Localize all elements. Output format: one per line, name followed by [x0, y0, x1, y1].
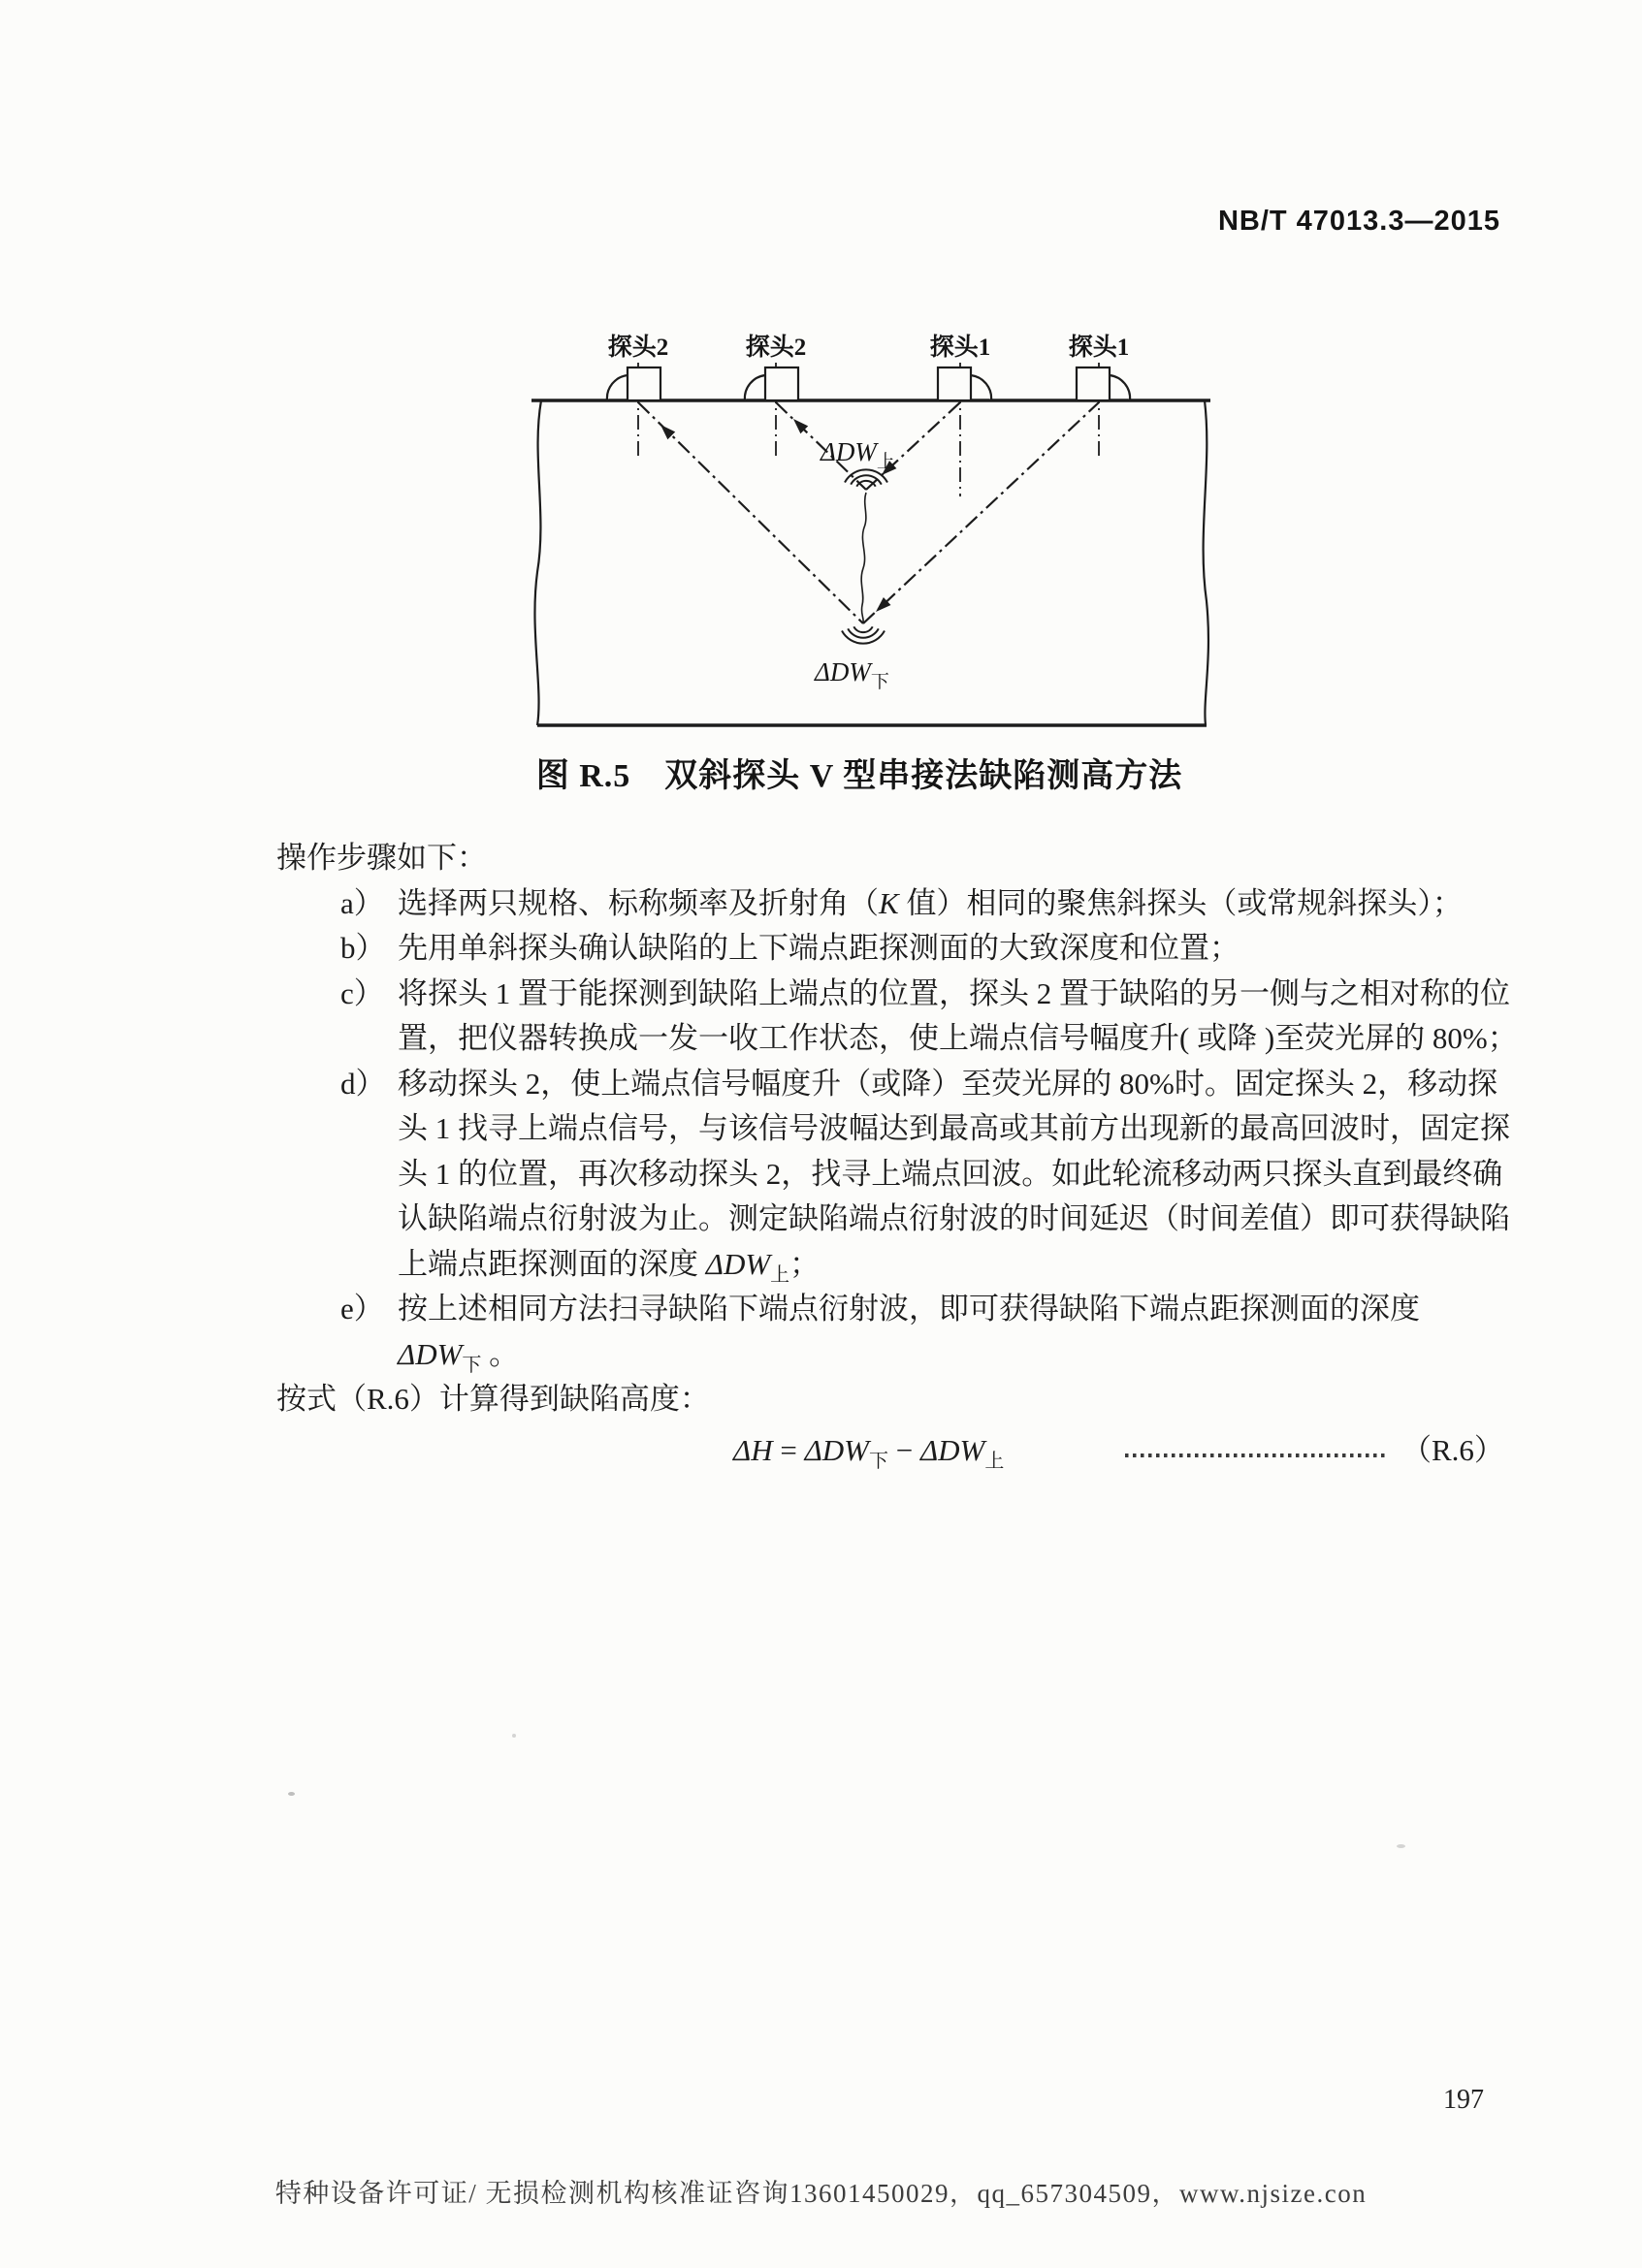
outer-beam-left	[638, 402, 863, 623]
v-path-defect-height-diagram	[524, 310, 1222, 776]
item-text: 认缺陷端点衍射波为止。测定缺陷端点衍射波的时间延迟（时间差值）即可获得缺陷	[398, 1201, 1510, 1235]
formula-r6-row	[276, 1428, 1504, 1474]
item-label: a）	[340, 885, 384, 920]
probe-2-outer	[607, 367, 660, 400]
item-text: 按上述相同方法扫寻缺陷下端点衍射波，即可获得缺陷下端点距探测面的深度	[398, 1292, 1420, 1326]
procedure-line	[276, 926, 1497, 972]
formula-dotted-leader	[1125, 1453, 1387, 1457]
procedure-line	[276, 972, 1510, 1017]
scan-speck	[1397, 1844, 1405, 1848]
item-text: 头 1 的位置，再次移动探头 2，找寻上端点回波。如此轮流移动两只探头直到最终确	[398, 1156, 1503, 1191]
inner-beam-right	[866, 402, 960, 490]
outer-beam-right	[863, 402, 1099, 623]
procedure-line	[276, 1106, 1510, 1152]
procedure-line	[276, 1152, 1503, 1198]
formula-number: （R.6）	[1401, 1432, 1504, 1467]
item-text: 将探头 1 置于能探测到缺陷上端点的位置，探头 2 置于缺陷的另一侧与之相对称的位	[398, 975, 1510, 1010]
item-label: b）	[340, 931, 386, 965]
item-text: 选择两只规格、标称频率及折射角（K 值）相同的聚焦斜探头（或常规斜探头）；	[398, 885, 1463, 920]
probe-label-3: 探头1	[929, 335, 991, 361]
item-text: 头 1 找寻上端点信号，与该信号波幅达到最高或其前方出现新的最高回波时，固定探	[398, 1111, 1510, 1145]
standard-number-header: NB/T 47013.3—2015	[1217, 206, 1500, 237]
procedure-line	[276, 1287, 1497, 1332]
procedure-closing: 按式（R.6）计算得到缺陷高度：	[276, 1382, 710, 1416]
procedure-line	[276, 1062, 1497, 1107]
probes	[607, 367, 1130, 400]
scan-speck	[512, 1734, 516, 1738]
formula-expression: $\Delta H = \Delta DW_下 - \Delta DW_上$	[733, 1432, 1005, 1472]
item-text: 先用单斜探头确认缺陷的上下端点距探测面的大致深度和位置；	[398, 931, 1240, 965]
item-text: 置，把仪器转换成一发一收工作状态，使上端点信号幅度升( 或降 )至荧光屏的 80%；	[398, 1021, 1518, 1055]
lower-tip-arcs	[842, 626, 885, 643]
item-label: c）	[340, 975, 384, 1010]
probe-1-outer	[1077, 367, 1130, 400]
scan-speck	[288, 1792, 295, 1796]
item-label: e）	[340, 1292, 384, 1326]
lower-depth-label: $\Delta DW_下$	[815, 657, 889, 692]
block-right-edge	[1204, 400, 1208, 725]
probe-label-1: 探头2	[607, 335, 669, 361]
procedure-line	[276, 881, 1497, 927]
probe-label-2: 探头2	[745, 335, 807, 361]
figure-r5	[524, 310, 1222, 776]
probe-label-4: 探头1	[1068, 335, 1130, 361]
ultrasonic-beams	[638, 402, 1099, 623]
item-label: d）	[340, 1066, 386, 1101]
footer-contact-line: 特种设备许可证/ 无损检测机构核准证咨询13601450029，qq_657304509，www.njsize.con	[274, 2179, 1368, 2208]
probe-1-inner	[938, 367, 991, 400]
item-text: 上端点距探测面的深度 $\Delta DW_上$；	[398, 1246, 821, 1286]
procedure-line	[276, 1197, 1510, 1242]
figure-caption: 图 R.5 双斜探头 V 型串接法缺陷测高方法	[535, 758, 1183, 794]
procedure-line	[276, 1242, 1497, 1288]
page-number: 197	[1443, 2085, 1484, 2115]
procedure-line	[276, 1332, 1497, 1378]
procedure-items	[276, 881, 1518, 1378]
defect-crack	[842, 469, 887, 643]
probe-2-inner	[745, 367, 798, 400]
block-left-edge	[534, 400, 541, 725]
upper-depth-label: $\Delta DW_上$	[821, 437, 895, 472]
procedure-line	[276, 1016, 1518, 1062]
item-text: $\Delta DW_下$ 。	[398, 1336, 520, 1376]
item-text: 移动探头 2，使上端点信号幅度升（或降）至荧光屏的 80%时。固定探头 2，移动探	[398, 1066, 1498, 1101]
procedure-section	[276, 836, 1518, 1473]
procedure-intro: 操作步骤如下：	[276, 841, 487, 875]
